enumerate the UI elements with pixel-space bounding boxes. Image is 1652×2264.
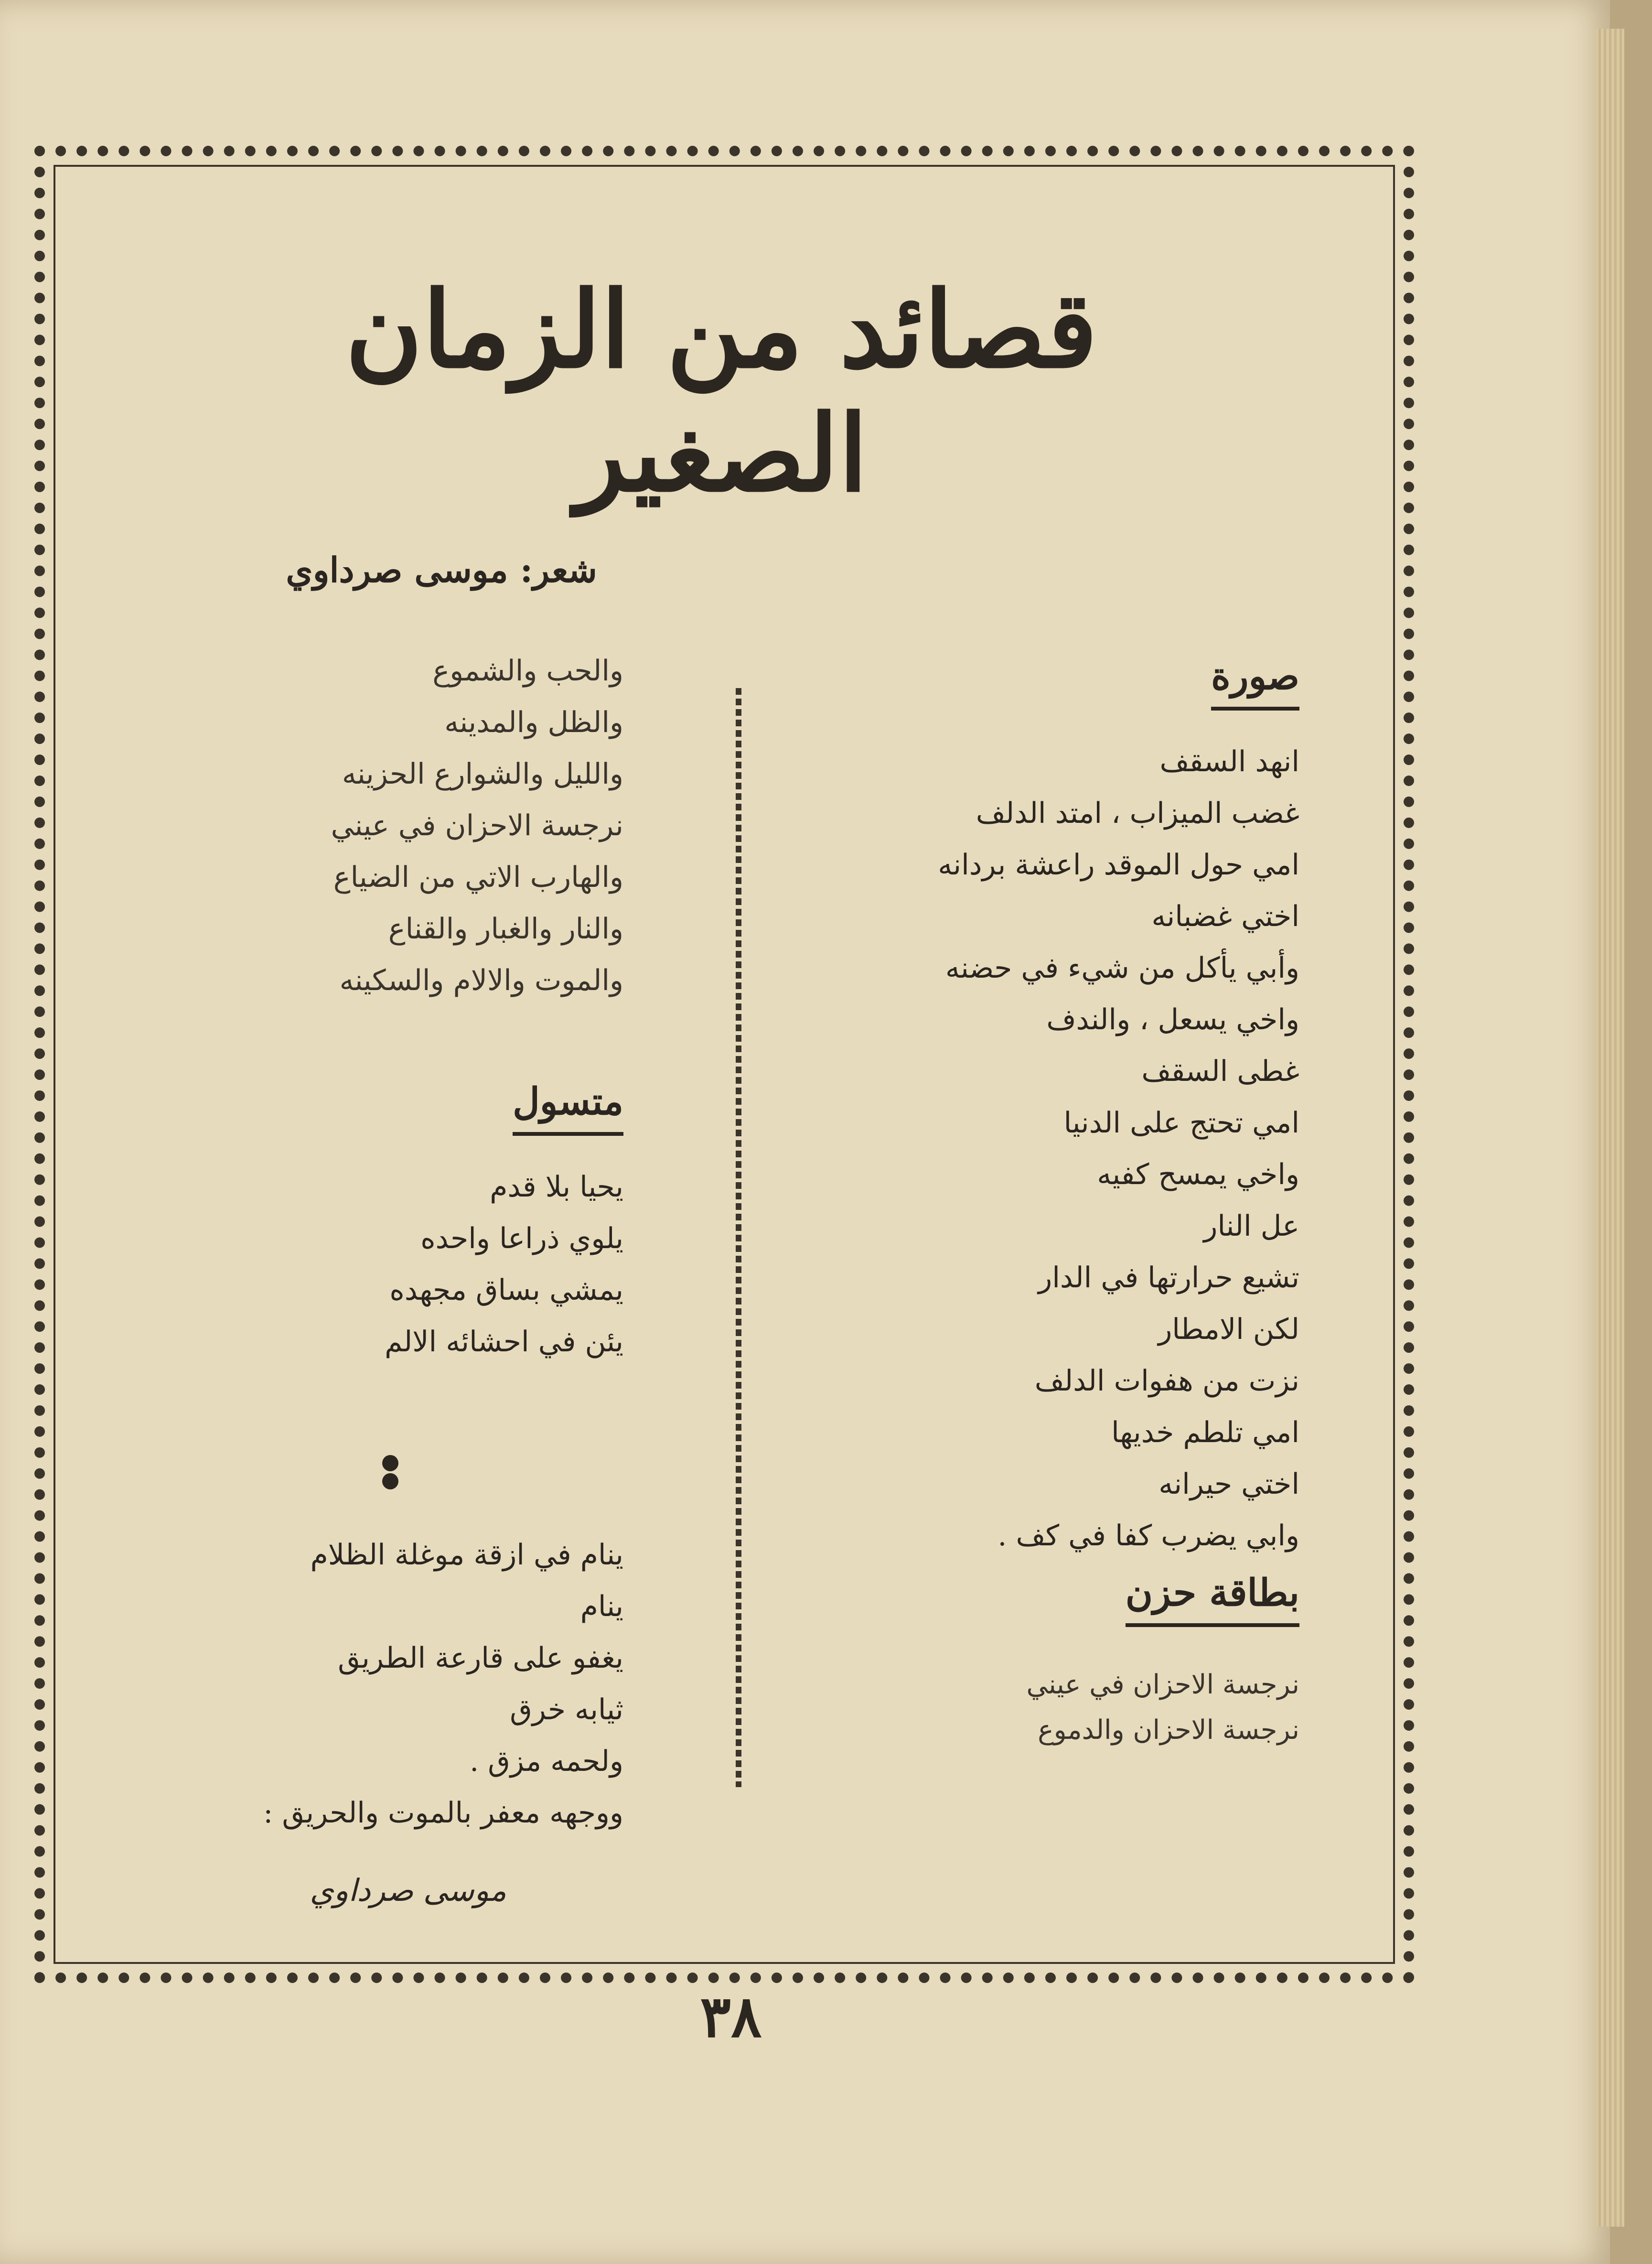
poem-line: يلوي ذراعا واحده bbox=[420, 1222, 623, 1255]
poem-line: امي تحتج على الدنيا bbox=[1063, 1106, 1299, 1140]
poem-line: عل النار bbox=[1203, 1209, 1299, 1243]
poem-line: ينام bbox=[580, 1590, 623, 1623]
poem-line: يمشي بساق مجهده bbox=[389, 1273, 623, 1307]
poem-line: ثيابه خرق bbox=[510, 1693, 623, 1726]
poem-line: واخي يمسح كفيه bbox=[1097, 1158, 1299, 1191]
poem-line: واخي يسعل ، والندف bbox=[1046, 1003, 1299, 1036]
poem-line: نرجسة الاحزان والدموع bbox=[1038, 1714, 1299, 1746]
poet-signature: موسى صرداوي bbox=[310, 1873, 506, 1908]
poem-line: ينام في ازقة موغلة الظلام bbox=[310, 1538, 623, 1572]
dot bbox=[382, 1455, 398, 1471]
poem-line: تشيع حرارتها في الدار bbox=[1038, 1261, 1299, 1294]
poet-credit: شعر: موسى صرداوي bbox=[286, 550, 597, 590]
column-divider bbox=[736, 688, 741, 1787]
section-separator-dots bbox=[354, 1455, 478, 1491]
poem-line: والموت والالام والسكينه bbox=[339, 964, 623, 997]
poem-line: ولحمه مزق . bbox=[470, 1745, 623, 1778]
poem-line: وابي يضرب كفا في كف . bbox=[998, 1519, 1299, 1552]
poem-heading: صورة bbox=[1211, 655, 1299, 711]
poem-surah bbox=[869, 655, 1299, 1753]
poem-line: امي حول الموقد راعشة بردانه bbox=[938, 848, 1299, 882]
poem-line: اختي حيرانه bbox=[1159, 1467, 1299, 1501]
poem-line: نرجسة الاحزان في عيني bbox=[331, 809, 623, 842]
poem-line: ووجهه معفر بالموت والحريق : bbox=[263, 1796, 623, 1830]
page-title: قصائد من الزمان الصغير bbox=[345, 268, 1098, 515]
poem-line: اختي غضبانه bbox=[1151, 900, 1299, 933]
poem-line: يحيا بلا قدم bbox=[490, 1170, 623, 1204]
poem-line: والهارب الاتي من الضياع bbox=[333, 861, 623, 894]
poem-line: انهد السقف bbox=[1159, 745, 1299, 778]
poem-line: نرجسة الاحزان في عيني bbox=[1026, 1669, 1299, 1700]
poem-line: لكن الامطار bbox=[1158, 1313, 1299, 1346]
dot bbox=[382, 1473, 398, 1489]
poem-line: يغفو على قارعة الطريق bbox=[338, 1641, 623, 1675]
poem-line: يئن في احشائه الالم bbox=[385, 1325, 623, 1358]
page-edge bbox=[1596, 29, 1624, 2227]
poem-line: والليل والشوارع الحزينه bbox=[342, 757, 623, 791]
poem-line: غطى السقف bbox=[1141, 1055, 1299, 1088]
poem-line: وأبي يأكل من شيء في حضنه bbox=[945, 951, 1299, 985]
poem-line: والنار والغبار والقناع bbox=[388, 912, 623, 946]
poem-line: والظل والمدينه bbox=[444, 706, 623, 739]
poem-line: نزت من هفوات الدلف bbox=[1034, 1364, 1299, 1398]
poem-line: غضب الميزاب ، امتد الدلف bbox=[976, 797, 1299, 830]
poem-heading: بطاقة حزن bbox=[1126, 1571, 1299, 1627]
poem-line: امي تلطم خديها bbox=[1111, 1416, 1299, 1449]
poem-mutasawwil-continued bbox=[191, 1529, 623, 1839]
poem-mutasawwil bbox=[191, 1080, 623, 1368]
poem-continuation bbox=[191, 645, 623, 1006]
page-number: ٣٨ bbox=[700, 1983, 762, 2050]
poem-heading: متسول bbox=[513, 1080, 623, 1136]
poem-line: والحب والشموع bbox=[432, 654, 623, 688]
